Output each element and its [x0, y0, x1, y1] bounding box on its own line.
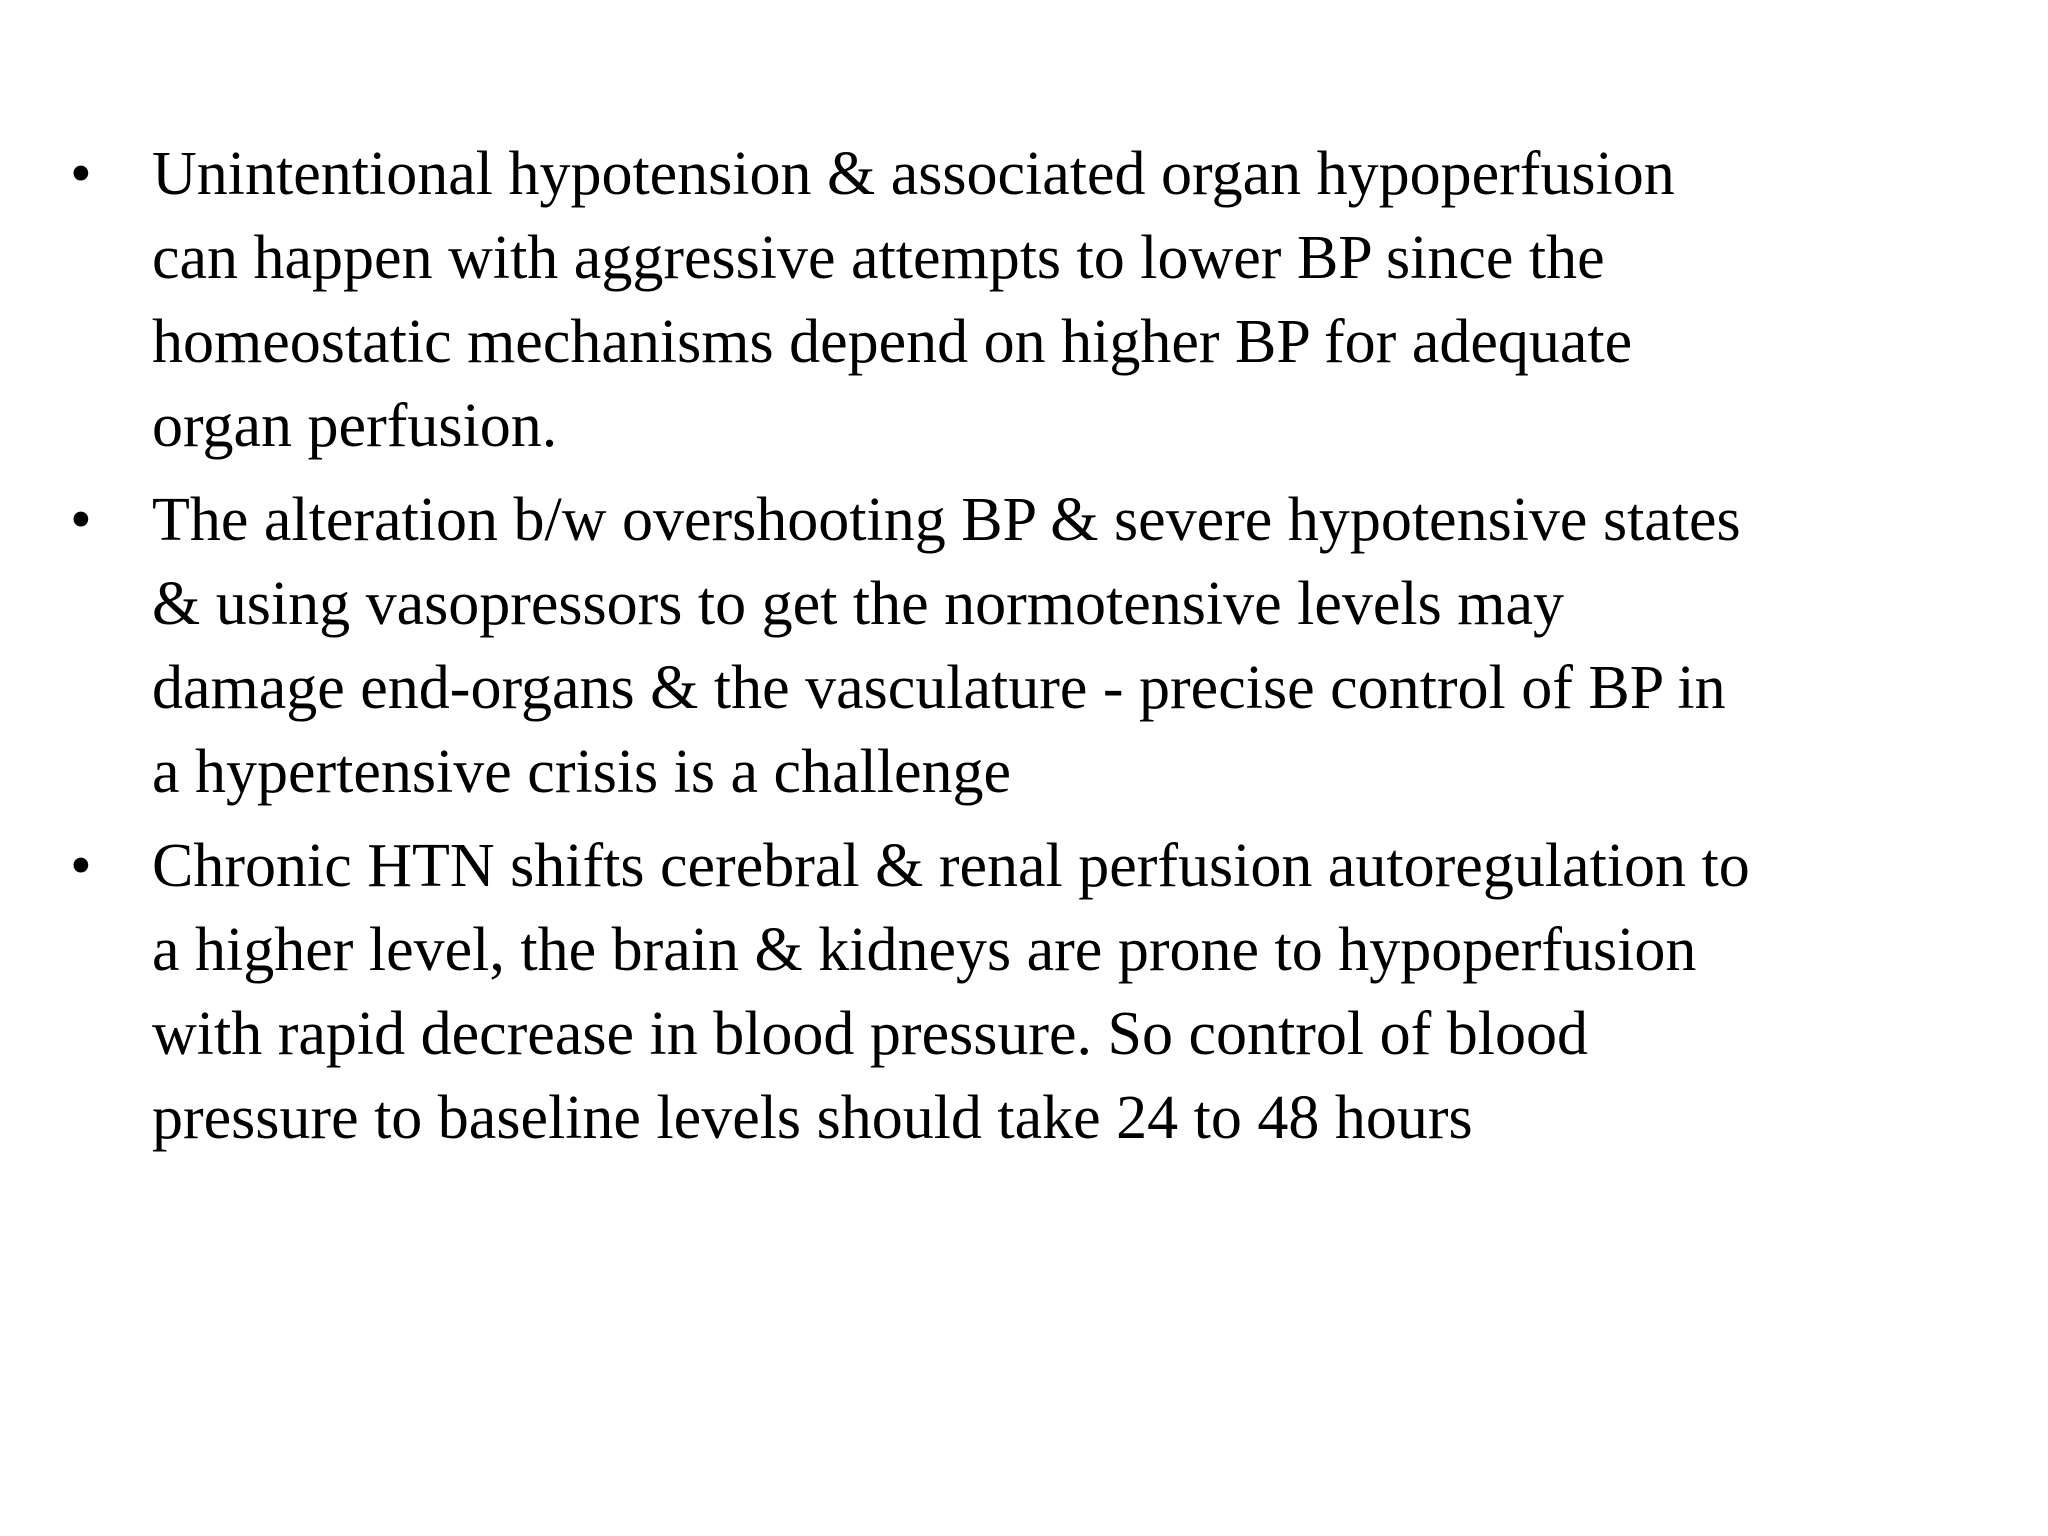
bullet-list: [70, 132, 1970, 1160]
bullet-item-chronic-htn: [70, 824, 1970, 1160]
bullet-text-line: & using vasopressors to get the normotensive levels may: [152, 570, 1564, 638]
bullet-marker: •: [70, 486, 92, 554]
bullet-text-line: Unintentional hypotension & associated organ hypoperfusion: [152, 140, 1675, 208]
bullet-text-line: pressure to baseline levels should take 24 to 48 hours: [152, 1084, 1473, 1152]
bullet-text-line: a hypertensive crisis is a challenge: [152, 738, 1012, 806]
bullet-text-line: can happen with aggressive attempts to lower BP since the: [152, 224, 1605, 292]
bullet-text-line: with rapid decrease in blood pressure. So control of blood: [152, 1000, 1588, 1068]
bullet-text-line: organ perfusion.: [152, 392, 558, 460]
bullet-text-line: homeostatic mechanisms depend on higher BP for adequate: [152, 308, 1633, 376]
bullet-text-line: The alteration b/w overshooting BP & severe hypotensive states: [152, 486, 1741, 554]
bullet-marker: •: [70, 832, 92, 900]
bullet-item-unintentional-hypotension: [70, 132, 1970, 468]
bullet-item-bp-alteration: [70, 478, 1970, 814]
bullet-text-line: a higher level, the brain & kidneys are prone to hypoperfusion: [152, 916, 1697, 984]
bullet-marker: •: [70, 140, 92, 208]
bullet-text-line: Chronic HTN shifts cerebral & renal perfusion autoregulation to: [152, 832, 1750, 900]
bullet-text-line: damage end-organs & the vasculature - precise control of BP in: [152, 654, 1726, 722]
